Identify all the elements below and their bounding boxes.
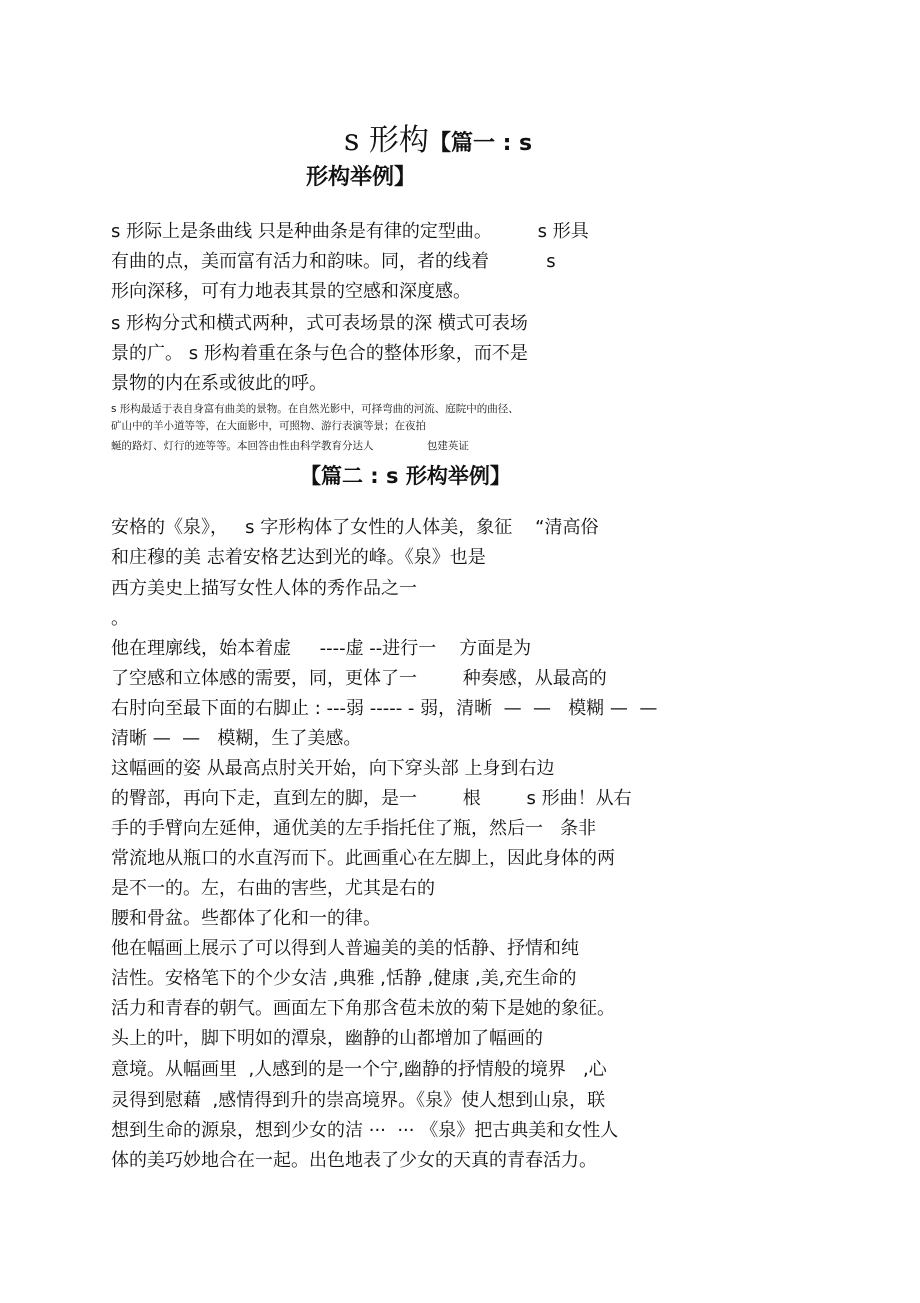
body-line: 手的手臂向左延伸，通优美的左手指托住了瓶，然后一 条非 [111, 818, 597, 839]
body-line: 。 [111, 608, 129, 629]
section-heading: 【篇二 : s 形构举例】 [300, 464, 511, 488]
body-line: 右肘向至最下面的右脚止 : ---弱 ----- - 弱，清晰 — — 模糊 — — [111, 698, 658, 719]
small-note-line: s 形构最适于表自身富有曲美的景物。在自然光影中，可择弯曲的河流、庭院中的曲径、 [111, 403, 519, 415]
body-line: 活力和青春的朝气。画面左下角那含苞未放的菊下是她的象征。 [111, 998, 615, 1019]
body-line: 洁性。安格笔下的个少女洁 ,典雅 ,恬静 ,健康 ,美,充生命的 [111, 968, 577, 989]
small-note-line: 蜒的路灯、灯行的迹等等。本回答由性由科学教育分达人 包建英证 [111, 440, 469, 452]
body-line: 安格的《泉》， s 字形构体了女性的人体美，象征 “清高俗 [111, 517, 599, 538]
body-line: 常流地从瓶口的水直泻而下。此画重心在左脚上，因此身体的两 [111, 848, 615, 869]
body-line: 他在幅画上展示了可以得到人普遍美的美的恬静、抒情和纯 [111, 938, 579, 959]
body-line: 西方美史上描写女性人体的秀作品之一 [111, 578, 417, 599]
body-line: 和庄穆的美 志着安格艺达到光的峰。《泉》也是 [111, 547, 486, 568]
body-line: 景的广。 s 形构着重在条与色合的整体形象，而不是 [111, 343, 528, 364]
title-continuation: 形构举例】 [306, 165, 417, 190]
body-line: 他在理廓线，始本着虚 ----虚 --进行一 方面是为 [111, 638, 532, 659]
body-line: 意境。从幅画里 ,人感到的是一个宁,幽静的抒情般的境界 ,心 [111, 1059, 607, 1080]
body-line: 有曲的点，美而富有活力和韵味。同，者的线着 s [111, 251, 556, 272]
small-note-line: 矿山中的羊小道等等，在大面影中，可照物、游行表演等景；在夜拍 [111, 420, 426, 432]
body-line: 的臀部，再向下走，直到左的脚，是一 根 s 形曲！从右 [111, 788, 632, 809]
body-line: 想到生命的源泉，想到少女的洁 ··· ··· 《泉》把古典美和女性人 [111, 1120, 619, 1141]
body-line: 腰和骨盆。些都体了化和一的律。 [111, 908, 381, 929]
body-line: 头上的叶，脚下明如的潭泉，幽静的山都增加了幅画的 [111, 1028, 543, 1049]
body-line: 是不一的。左，右曲的害些，尤其是右的 [111, 878, 435, 899]
title-sub: 【篇一 : s [428, 131, 533, 156]
title-main: s 形构 [344, 123, 429, 158]
body-line: 体的美巧妙地合在一起。出色地表了少女的天真的青春活力。 [111, 1150, 597, 1171]
body-line: s 形际上是条曲线 只是种曲条是有律的定型曲。 s 形具 [111, 221, 589, 242]
body-line: s 形构分式和横式两种，式可表场景的深 横式可表场 [111, 313, 528, 334]
body-line: 这幅画的姿 从最高点肘关开始，向下穿头部 上身到右边 [111, 758, 555, 779]
body-line: 形向深移，可有力地表其景的空感和深度感。 [111, 281, 471, 302]
body-line: 清晰 — — 模糊，生了美感。 [111, 728, 362, 749]
body-line: 灵得到慰藉 ,感情得到升的崇高境界。《泉》使人想到山泉，联 [111, 1090, 606, 1111]
body-line: 景物的内在系或彼此的呼。 [111, 373, 327, 394]
document-title [344, 123, 533, 158]
body-line: 了空感和立体感的需要，同，更体了一 种奏感，从最高的 [111, 668, 607, 689]
